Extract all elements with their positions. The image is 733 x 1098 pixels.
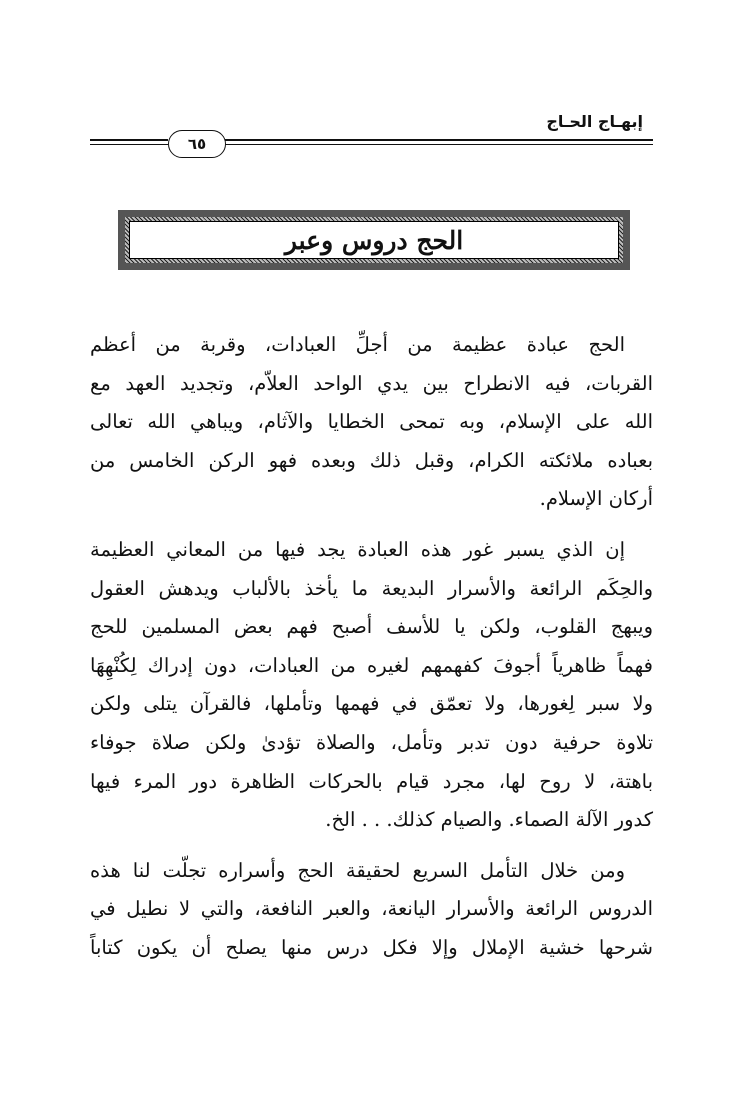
header-rule-left-thin [90, 144, 168, 145]
paragraph-2 [90, 531, 653, 840]
text-line: بعباده ملائكته الكرام، وقبل ذلك وبعده فهو الركن الخامس من [90, 448, 653, 472]
text-line: شرحها خشية الإملال وإلا فكل درس منها يصلح أن يكون كتاباً [90, 935, 653, 959]
text-line: ويبهج القلوب، ولكن يا للأسف أصبح فهم بعض المسلمين للحج [90, 615, 653, 639]
text-line: الله على الإسلام، وبه تمحى الخطايا والآثام، ويباهي الله تعالى [90, 410, 653, 434]
chapter-title-frame [118, 210, 630, 270]
page-number: ٦٥ [168, 130, 226, 158]
text-line: باهتة، لا روح لها، مجرد قيام بالحركات الظاهرة دور المرء فيها [90, 769, 653, 793]
text-line: إن الذي يسبر غور هذه العبادة يجد فيها من المعاني العظيمة [90, 537, 625, 561]
text-line: القربات، فيه الانطراح بين يدي الواحد العلاّم، وتجديد العهد مع [90, 371, 653, 395]
header-rule-left [90, 139, 168, 141]
text-line: والحِكَم الرائعة والأسرار البديعة ما يأخذ بالألباب ويدهش العقول [90, 576, 653, 600]
text-line: ومن خلال التأمل السريع لحقيقة الحج وأسراره تجلّت لنا هذه [90, 858, 625, 882]
text-line: فهماً ظاهرياً أجوفَ كفهمهم لغيره من العبادات، دون إدراك لِكُنْهِهَا [90, 653, 653, 677]
paragraph-1 [90, 326, 653, 519]
text-line: تلاوة حرفية دون تدبر وتأمل، والصلاة تؤدىٰ ولكن صلاة جوفاء [90, 730, 653, 754]
text-line: كدور الآلة الصماء. والصيام كذلك. . . الخ. [325, 808, 653, 832]
text-line: أركان الإسلام. [539, 487, 653, 511]
header-rule-right [224, 139, 653, 141]
running-header-title: إبهـاج الحـاج [546, 112, 643, 131]
text-line: الدروس الرائعة والأسرار اليانعة، والعبر النافعة، والتي لا نطيل في [90, 897, 653, 921]
paragraph-3 [90, 852, 653, 968]
header-rule-right-thin [224, 144, 653, 145]
text-line: الحج عبادة عظيمة من أجلِّ العبادات، وقربة من أعظم [90, 333, 625, 356]
text-line: ولا سبر لِغورها، ولا تعمّق في فهمها وتأملها، فالقرآن يتلى ولكن [90, 692, 653, 716]
chapter-title: الحج دروس وعبر [129, 221, 619, 259]
body-text [90, 326, 653, 980]
